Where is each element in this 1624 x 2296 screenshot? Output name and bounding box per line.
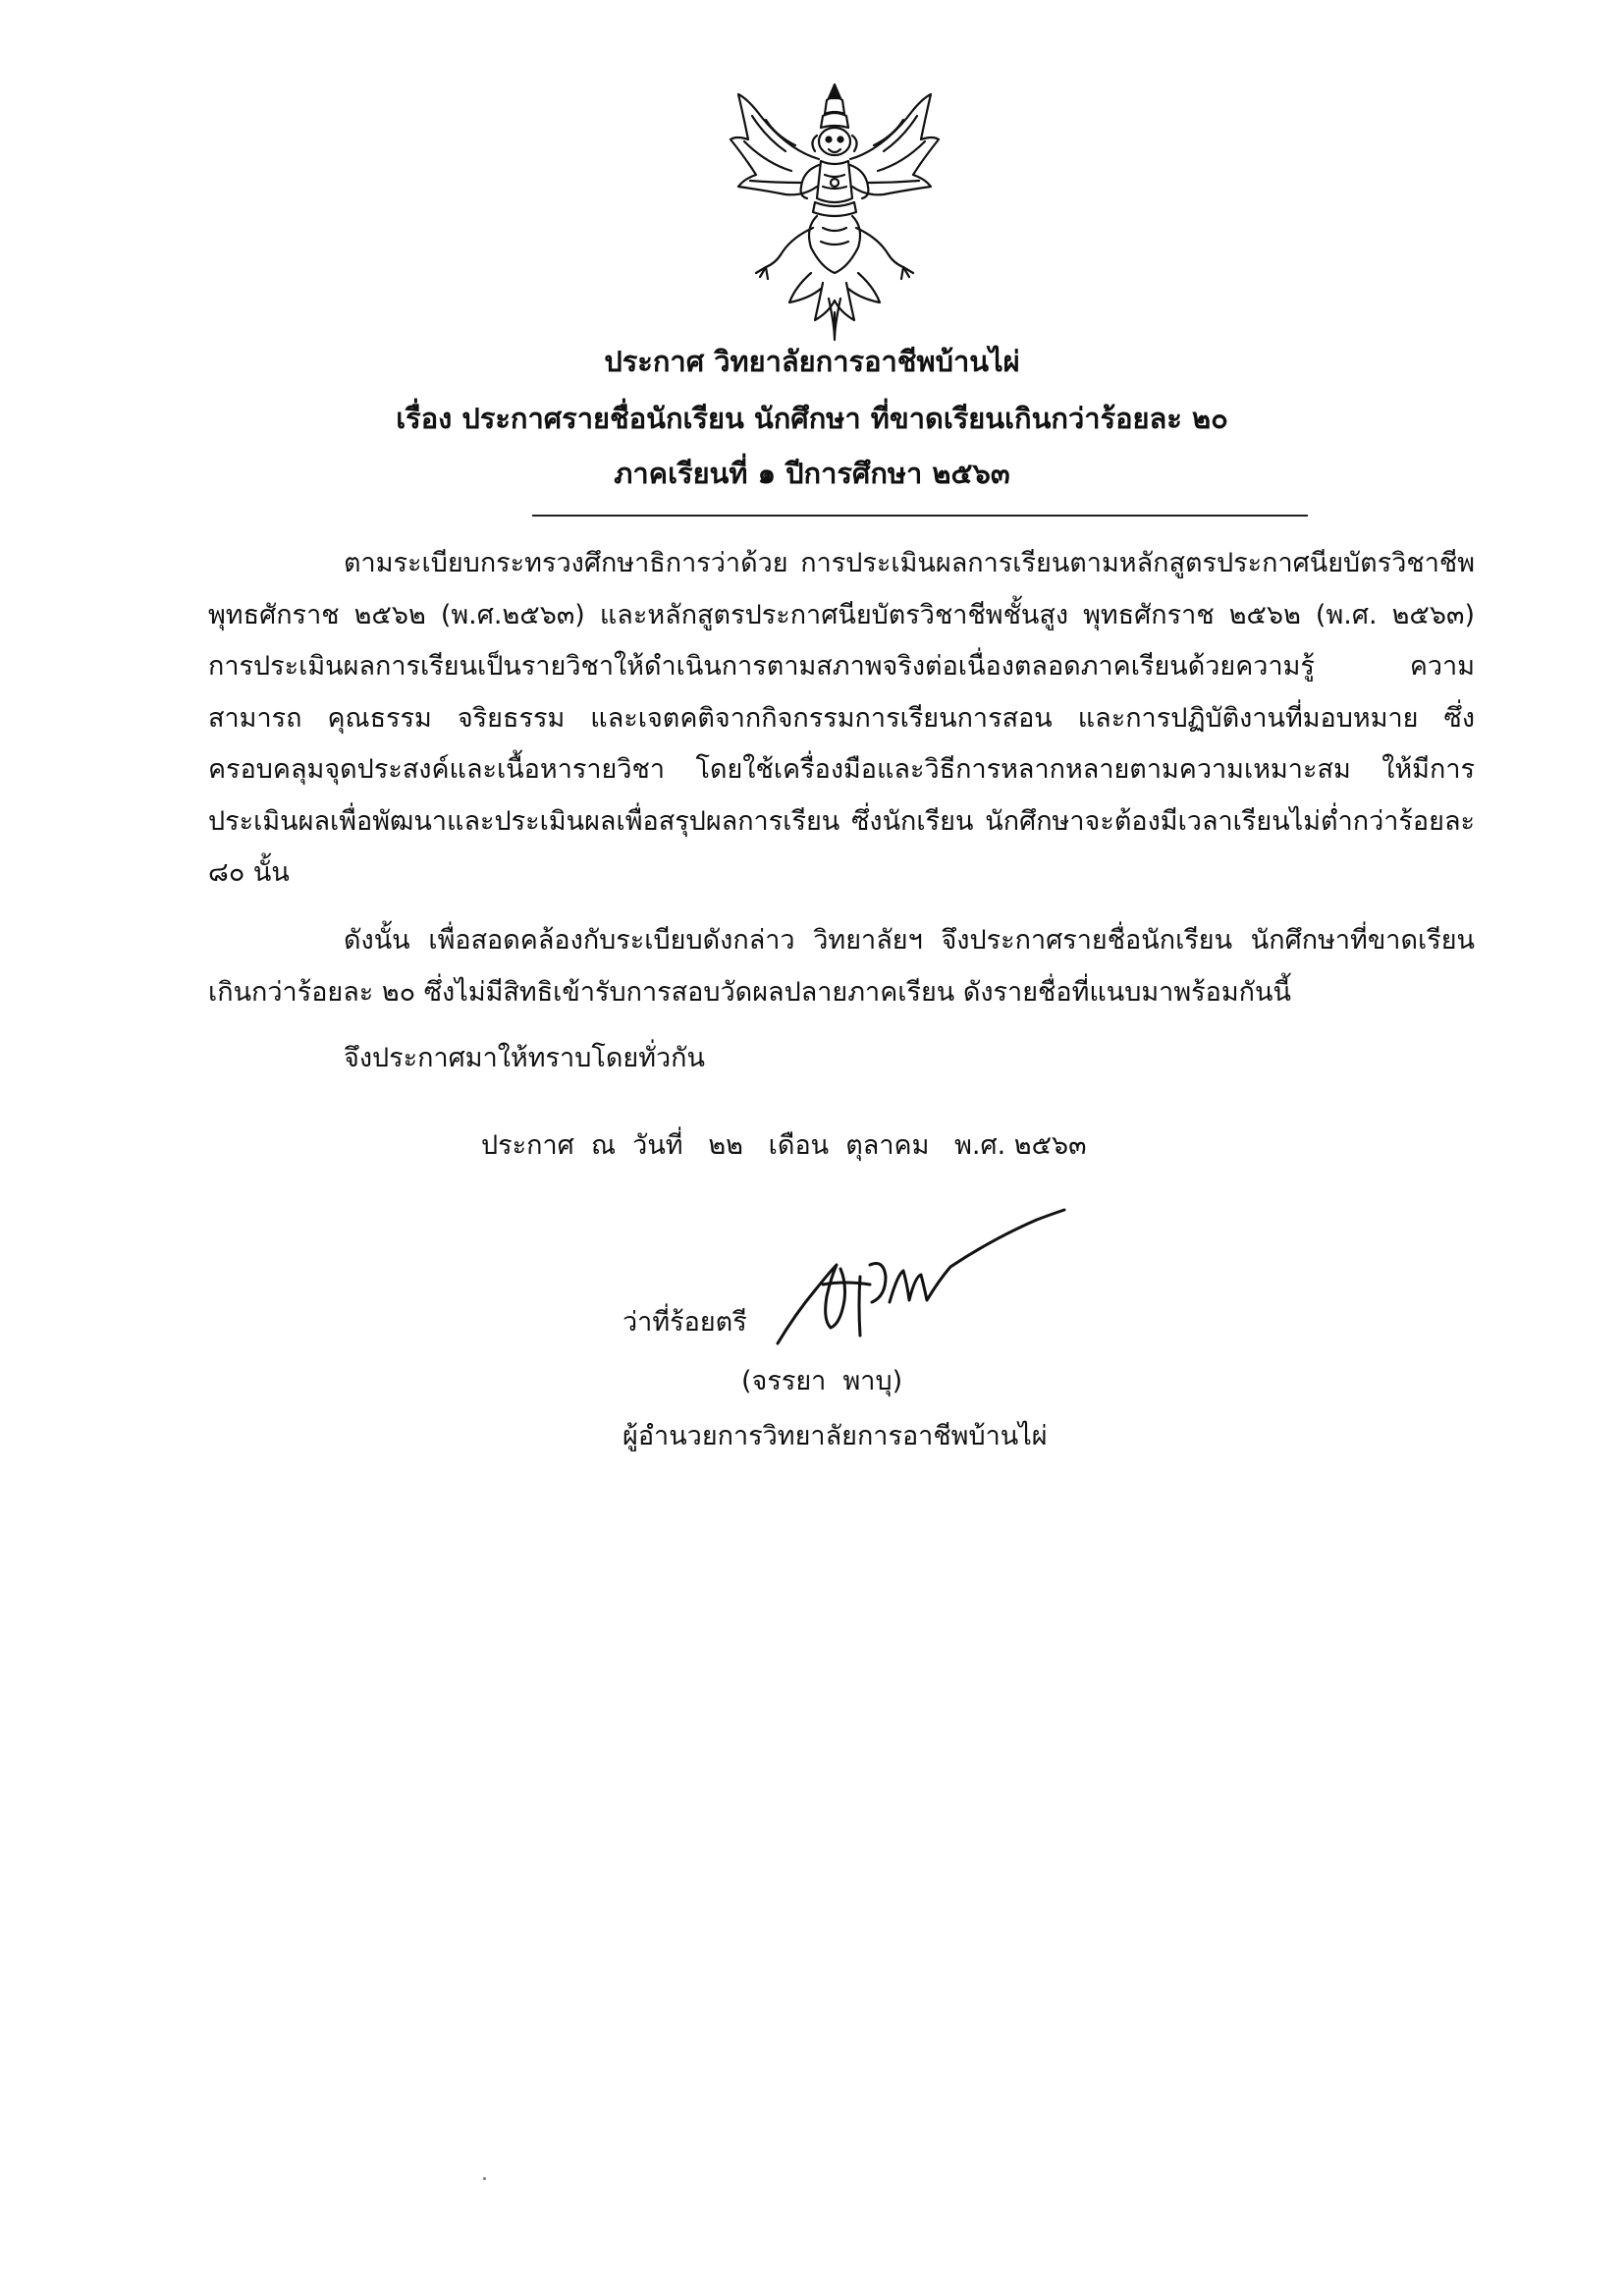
title-divider (532, 515, 1308, 517)
signer-name: (จรรยา พาบุ) (741, 1366, 903, 1396)
signer-position: ผู้อำนวยการวิทยาลัยการอาชีพบ้านไผ่ (623, 1421, 1048, 1451)
handwritten-signature-icon (776, 1206, 1070, 1353)
paper-speck (483, 2177, 486, 2180)
announcement-date: ประกาศ ณ วันที่ ๒๒ เดือน ตุลาคม พ.ศ. ๒๕๖๓ (481, 1130, 1087, 1161)
signer-rank: ว่าที่ร้อยตรี (623, 1307, 747, 1338)
body-paragraph-closing: จึงประกาศมาให้ทราบโดยทั่วกัน (344, 1043, 705, 1073)
announcement-title: ประกาศ วิทยาลัยการอาชีพบ้านไผ่ (604, 345, 1020, 378)
announcement-term: ภาคเรียนที่ ๑ ปีการศึกษา ๒๕๖๓ (614, 457, 1010, 490)
garuda-emblem-icon (727, 81, 943, 344)
body-paragraph-announcement: ดังนั้น เพื่อสอดคล้องกับระเบียบดังกล่าว วิทยาลัยฯ จึงประกาศรายชื่อนักเรียน นักศึกษาที่ขาดเรียนเกินกว่าร้อยละ ๒๐ ซึ่งไม่มีสิทธิเข้ารับการสอบวัดผลปลายภาคเรียน ดังรายชื่อที่แนบมาพร้อมกันนี้ (208, 925, 1475, 1008)
body-paragraph-regulation: ตามระเบียบกระทรวงศึกษาธิการว่าด้วย การประเมินผลการเรียนตามหลักสูตรประกาศนียบัตรวิชาชีพ พุทธศักราช ๒๕๖๒ (พ.ศ.๒๕๖๓) และหลักสูตรประกาศนียบัตรวิชาชีพชั้นสูง พุทธศักราช ๒๕๖๒ (พ.ศ. ๒๕๖๓) การประเมินผลการเรียนเป็นรายวิชาให้ดำเนินการตามสภาพจริงต่อเนื่องตลอดภาคเรียนด้วยความรู้ ความสามารถ คุณธรรม จริยธรรม และเจตคติจากกิจกรรมการเรียนการสอน และการปฏิบัติงานที่มอบหมาย ซึ่งครอบคลุมจุดประสงค์และเนื้อหารายวิชา โดยใช้เครื่องมือและวิธีการหลากหลายตามความเหมาะสม ให้มีการประเมินผลเพื่อพัฒนาและประเมินผลเพื่อสรุปผลการเรียน ซึ่งนักเรียน นักศึกษาจะต้องมีเวลาเรียนไม่ต่ำกว่าร้อยละ ๘๐ นั้น (208, 548, 1475, 888)
announcement-subject: เรื่อง ประกาศรายชื่อนักเรียน นักศึกษา ที่ขาดเรียนเกินกว่าร้อยละ ๒๐ (396, 402, 1228, 435)
